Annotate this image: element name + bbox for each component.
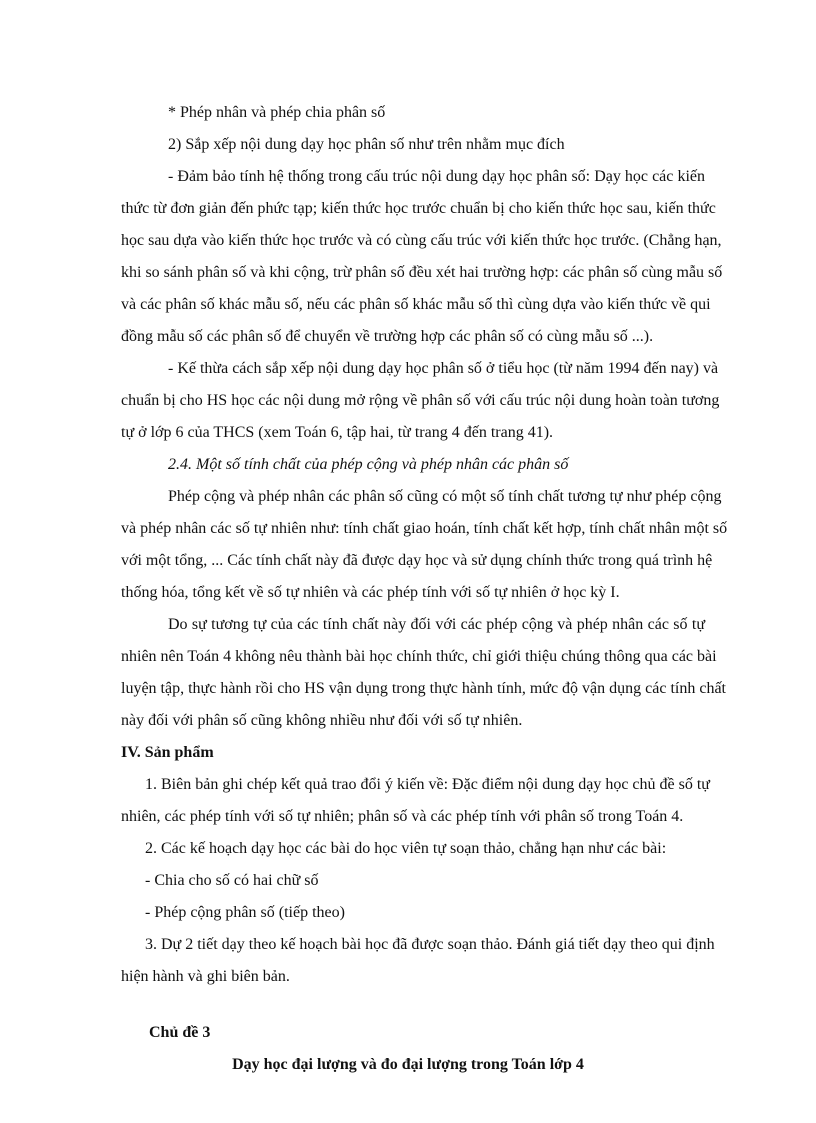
text-line: này đối với phân số cũng không nhiều như đối với số tự nhiên. xyxy=(121,712,523,729)
topic-title: Dạy học đại lượng và đo đại lượng trong Toán lớp 4 xyxy=(232,1056,584,1073)
text-line: hiện hành và ghi biên bản. xyxy=(121,968,290,985)
text-line: - Đảm bảo tính hệ thống trong cấu trúc nội dung dạy học phân số: Dạy học các kiến xyxy=(168,168,705,185)
text-line: 3. Dự 2 tiết dạy theo kế hoạch bài học đã được soạn thảo. Đánh giá tiết dạy theo qui định xyxy=(145,936,715,953)
section-heading: 2.4. Một số tính chất của phép cộng và phép nhân các phân số xyxy=(168,456,569,473)
text-line: luyện tập, thực hành rồi cho HS vận dụng trong thực hành tính, mức độ vận dụng các tính chất xyxy=(121,680,726,697)
text-line: chuẩn bị cho HS học các nội dung mở rộng về phân số với cấu trúc nội dung hoàn toàn tương xyxy=(121,392,720,409)
text-line: Phép cộng và phép nhân các phân số cũng có một số tính chất tương tự như phép cộng xyxy=(168,488,722,505)
text-line: 2) Sắp xếp nội dung dạy học phân số như trên nhằm mục đích xyxy=(168,136,565,153)
text-line: - Kế thừa cách sắp xếp nội dung dạy học phân số ở tiểu học (từ năm 1994 đến nay) và xyxy=(168,360,719,377)
topic-label: Chủ đề 3 xyxy=(149,1024,211,1041)
text-line: khi so sánh phân số và khi cộng, trừ phân số đều xét hai trường hợp: các phân số cùng mẫu số xyxy=(121,264,723,281)
text-line: và phép nhân các số tự nhiên như: tính chất giao hoán, tính chất kết hợp, tính chất nhân một số xyxy=(121,520,728,537)
text-line: thống hóa, tổng kết về số tự nhiên và các phép tính với số tự nhiên ở học kỳ I. xyxy=(121,584,620,601)
text-line: * Phép nhân và phép chia phân số xyxy=(168,104,386,121)
text-line: học sau dựa vào kiến thức học trước và có cùng cấu trúc với kiến thức học trước. (Chẳng hạn, xyxy=(121,232,722,249)
text-line: 1. Biên bản ghi chép kết quả trao đổi ý kiến về: Đặc điểm nội dung dạy học chủ đề số tự xyxy=(145,776,710,793)
list-item: - Phép cộng phân số (tiếp theo) xyxy=(145,904,345,921)
text-line: Do sự tương tự của các tính chất này đối với các phép cộng và phép nhân các số tự xyxy=(168,616,705,633)
text-line: thức từ đơn giản đến phức tạp; kiến thức học trước chuẩn bị cho kiến thức học sau, kiến thức xyxy=(121,200,716,217)
text-line: nhiên nên Toán 4 không nêu thành bài học chính thức, chỉ giới thiệu chúng thông qua các bài xyxy=(121,648,717,665)
list-item: - Chia cho số có hai chữ số xyxy=(145,872,319,889)
section-heading: IV. Sản phẩm xyxy=(121,744,214,761)
text-line: và các phân số khác mẫu số, nếu các phân số khác mẫu số thì cùng dựa vào kiến thức về qui xyxy=(121,296,711,313)
text-line: 2. Các kế hoạch dạy học các bài do học viên tự soạn thảo, chẳng hạn như các bài: xyxy=(145,840,667,857)
text-line: đồng mẫu số các phân số để chuyển về trường hợp các phân số có cùng mẫu số ...). xyxy=(121,328,654,345)
text-line: với một tổng, ... Các tính chất này đã được dạy học và sử dụng chính thức trong quá trình hệ xyxy=(121,552,713,569)
text-line: tự ở lớp 6 của THCS (xem Toán 6, tập hai, từ trang 4 đến trang 41). xyxy=(121,424,554,441)
text-line: nhiên, các phép tính với số tự nhiên; phân số và các phép tính với phân số trong Toán 4. xyxy=(121,808,684,825)
